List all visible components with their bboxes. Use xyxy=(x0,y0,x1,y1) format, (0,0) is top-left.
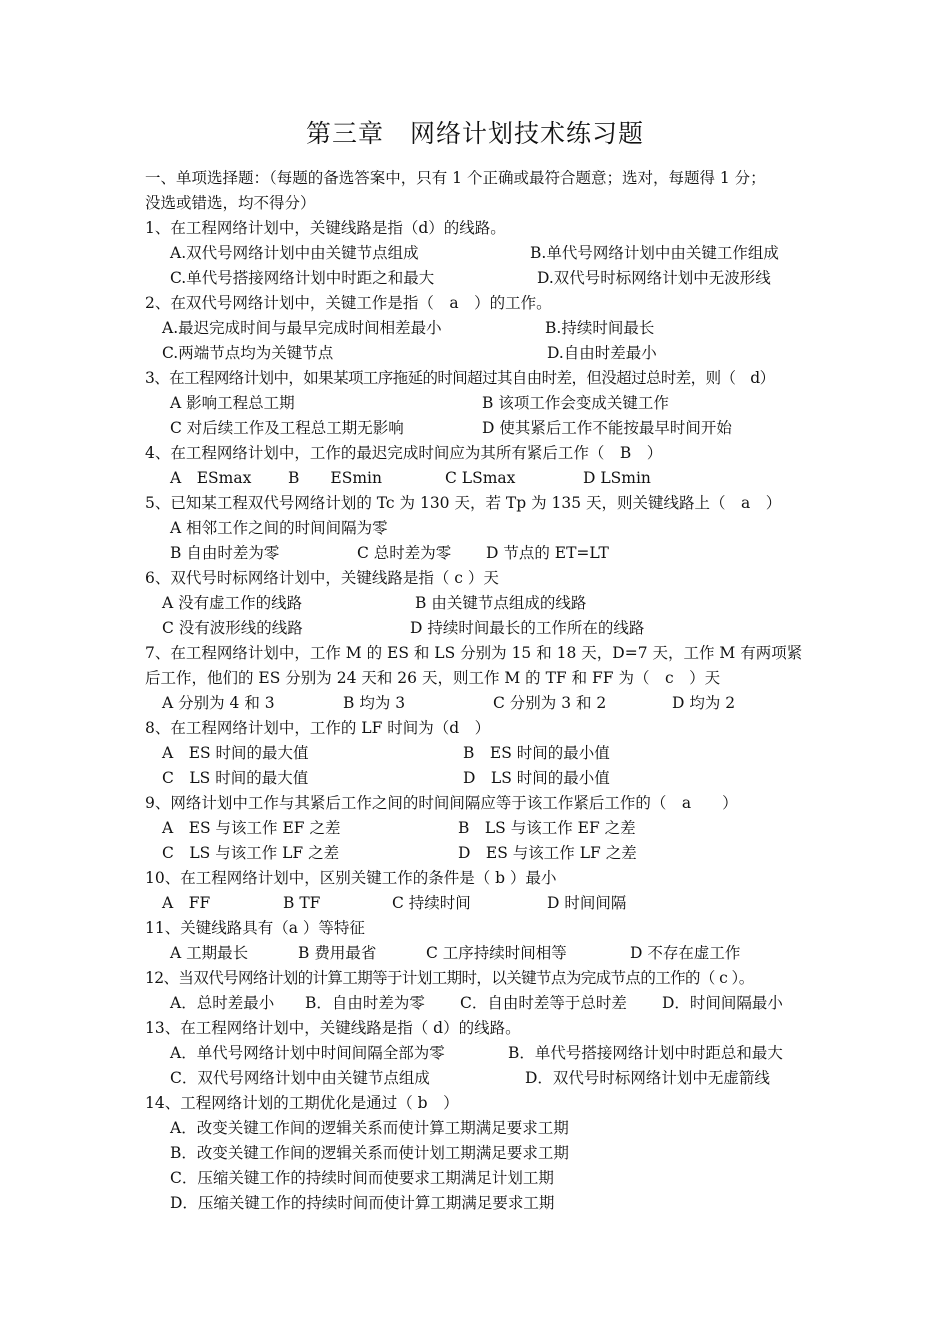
question-13-option-d: D．双代号时标网络计划中无虚箭线 xyxy=(525,1069,770,1087)
question-5-option-a: A 相邻工作之间的时间间隔为零 xyxy=(170,519,388,537)
question-2-option-b: B.持续时间最长 xyxy=(545,319,655,337)
question-11-stem: 11、关键线路具有（a ）等特征 xyxy=(145,919,365,937)
question-5-option-b: B 自由时差为零 xyxy=(170,544,280,562)
question-2-stem: 2、在双代号网络计划中，关键工作是指（ a ）的工作。 xyxy=(145,294,552,312)
question-1-option-a: A.双代号网络计划中由关键节点组成 xyxy=(170,244,419,262)
question-12-option-d: D．时间间隔最小 xyxy=(662,994,783,1012)
question-7-stem-line-1: 7、在工程网络计划中，工作 M 的 ES 和 LS 分别为 15 和 18 天，D=7 天，工作 M 有两项紧 xyxy=(145,644,803,662)
question-6-option-c: C 没有波形线的线路 xyxy=(162,619,303,637)
question-7-option-d: D 均为 2 xyxy=(672,694,736,712)
question-9-option-a: A ES 与该工作 EF 之差 xyxy=(162,819,341,837)
question-9-option-b: B LS 与该工作 EF 之差 xyxy=(458,819,636,837)
question-1-stem: 1、在工程网络计划中，关键线路是指（d）的线路。 xyxy=(145,219,506,237)
question-6-option-a: A 没有虚工作的线路 xyxy=(162,594,303,612)
question-3-option-c: C 对后续工作及工程总工期无影响 xyxy=(170,419,404,437)
question-5-option-d: D 节点的 ET=LT xyxy=(486,544,609,562)
question-12-option-a: A．总时差最小 xyxy=(170,994,275,1012)
question-3-stem: 3、在工程网络计划中，如果某项工序拖延的时间超过其自由时差，但没超过总时差，则（ d） xyxy=(145,369,775,387)
page-title: 第三章 网络计划技术练习题 xyxy=(305,119,644,148)
question-14-option-d: D．压缩关键工作的持续时间而使计算工期满足要求工期 xyxy=(170,1194,555,1212)
question-11-option-c: C 工序持续时间相等 xyxy=(426,944,567,962)
question-7-stem-line-2: 后工作，他们的 ES 分别为 24 天和 26 天，则工作 M 的 TF 和 FF 为（ c ）天 xyxy=(145,669,721,687)
question-8-option-a: A ES 时间的最大值 xyxy=(162,744,309,762)
question-6-option-b: B 由关键节点组成的线路 xyxy=(415,594,587,612)
question-12-option-c: C．自由时差等于总时差 xyxy=(460,994,627,1012)
question-10-option-b: B TF xyxy=(283,894,321,912)
question-5-stem: 5、已知某工程双代号网络计划的 Tc 为 130 天，若 Tp 为 135 天，则关键线路上（ a ） xyxy=(145,494,782,512)
question-4-option-b: B ESmin xyxy=(288,469,382,487)
question-3-option-b: B 该项工作会变成关键工作 xyxy=(482,394,669,412)
question-1-option-b: B.单代号网络计划中由关键工作组成 xyxy=(530,244,779,262)
question-13-stem: 13、在工程网络计划中，关键线路是指（ d）的线路。 xyxy=(145,1019,521,1037)
question-3-option-d: D 使其紧后工作不能按最早时间开始 xyxy=(482,419,732,437)
question-12-stem: 12、当双代号网络计划的计算工期等于计划工期时，以关键节点为完成节点的工作的（ c ）。 xyxy=(145,969,754,987)
question-6-stem: 6、双代号时标网络计划中，关键线路是指（ c ）天 xyxy=(145,569,499,587)
question-10-option-a: A FF xyxy=(162,894,211,912)
question-3-option-a: A 影响工程总工期 xyxy=(170,394,295,412)
question-11-option-b: B 费用最省 xyxy=(298,944,377,962)
question-10-option-c: C 持续时间 xyxy=(392,894,471,912)
question-8-option-b: B ES 时间的最小值 xyxy=(463,744,610,762)
question-10-option-d: D 时间间隔 xyxy=(547,894,627,912)
question-1-option-c: C.单代号搭接网络计划中时距之和最大 xyxy=(170,269,435,287)
question-11-option-d: D 不存在虚工作 xyxy=(630,944,741,962)
question-6-option-d: D 持续时间最长的工作所在的线路 xyxy=(410,619,645,637)
question-12-option-b: B．自由时差为零 xyxy=(305,994,425,1012)
section-heading-line-1: 一、单项选择题：（每题的备选答案中，只有 1 个正确或最符合题意；选对，每题得 1 分； xyxy=(145,169,766,187)
question-14-stem: 14、工程网络计划的工期优化是通过（ b ） xyxy=(145,1094,459,1112)
section-heading-line-2: 没选或错选，均不得分） xyxy=(145,194,316,212)
question-1-option-d: D.双代号时标网络计划中无波形线 xyxy=(537,269,771,287)
question-7-option-c: C 分别为 3 和 2 xyxy=(493,694,607,712)
question-4-option-a: A ESmax xyxy=(170,469,252,487)
question-13-option-a: A．单代号网络计划中时间间隔全部为零 xyxy=(170,1044,445,1062)
question-9-option-d: D ES 与该工作 LF 之差 xyxy=(458,844,637,862)
question-13-option-c: C．双代号网络计划中由关键节点组成 xyxy=(170,1069,430,1087)
question-4-option-c: C LSmax xyxy=(445,469,516,487)
question-2-option-a: A.最迟完成时间与最早完成时间相差最小 xyxy=(162,319,442,337)
question-8-option-d: D LS 时间的最小值 xyxy=(463,769,610,787)
question-10-stem: 10、在工程网络计划中，区别关键工作的条件是（ b ）最小 xyxy=(145,869,557,887)
question-9-stem: 9、网络计划中工作与其紧后工作之间的时间间隔应等于该工作紧后工作的（ a ） xyxy=(145,794,738,812)
question-8-stem: 8、在工程网络计划中，工作的 LF 时间为（d ） xyxy=(145,719,491,737)
question-8-option-c: C LS 时间的最大值 xyxy=(162,769,309,787)
question-7-option-a: A 分别为 4 和 3 xyxy=(162,694,275,712)
question-11-option-a: A 工期最长 xyxy=(170,944,249,962)
question-13-option-b: B．单代号搭接网络计划中时距总和最大 xyxy=(508,1044,783,1062)
question-14-option-a: A．改变关键工作间的逻辑关系而使计算工期满足要求工期 xyxy=(170,1119,569,1137)
question-2-option-d: D.自由时差最小 xyxy=(547,344,657,362)
question-2-option-c: C.两端节点均为关键节点 xyxy=(162,344,334,362)
question-5-option-c: C 总时差为零 xyxy=(357,544,452,562)
question-9-option-c: C LS 与该工作 LF 之差 xyxy=(162,844,340,862)
question-4-option-d: D LSmin xyxy=(583,469,651,487)
question-14-option-c: C．压缩关键工作的持续时间而使要求工期满足计划工期 xyxy=(170,1169,554,1187)
question-4-stem: 4、在工程网络计划中，工作的最迟完成时间应为其所有紧后工作（ B ） xyxy=(145,444,663,462)
question-7-option-b: B 均为 3 xyxy=(343,694,406,712)
question-14-option-b: B．改变关键工作间的逻辑关系而使计划工期满足要求工期 xyxy=(170,1144,569,1162)
